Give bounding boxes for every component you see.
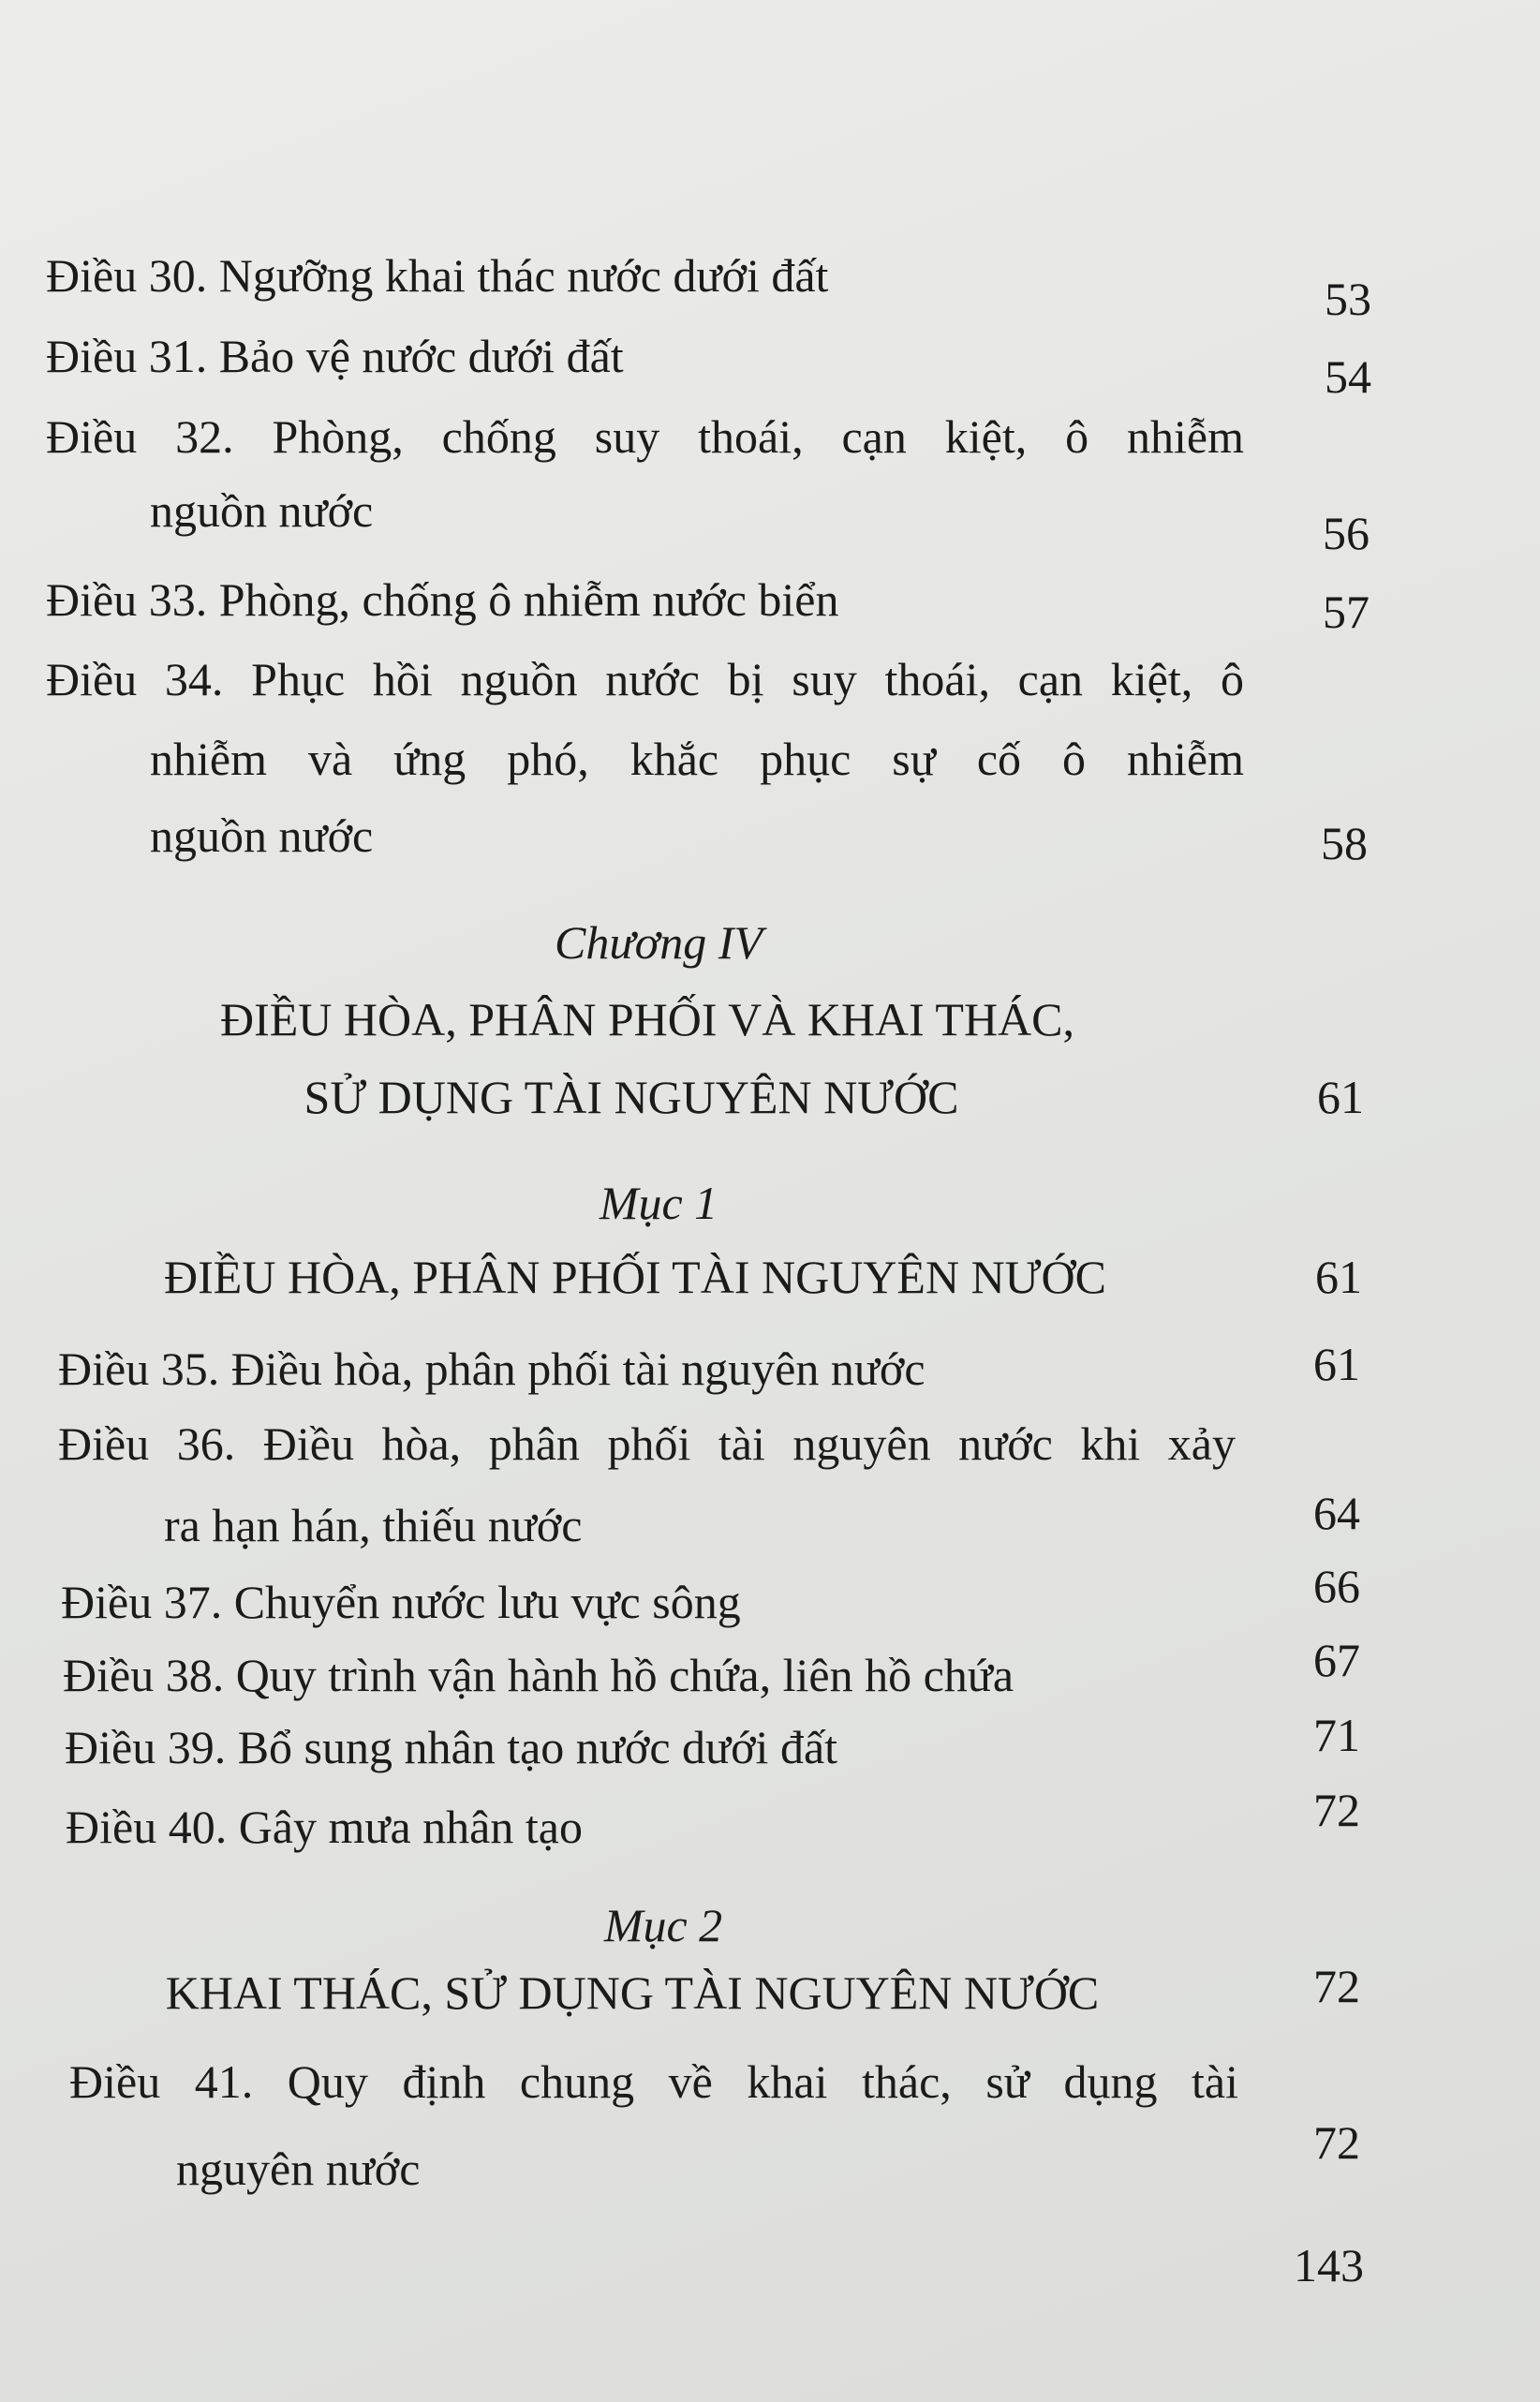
entry-title: Điều 30. Ngưỡng khai thác nước dưới đất [46,249,829,302]
entry-page: 54 [1325,350,1371,403]
entry-page: 71 [1313,1709,1360,1761]
chapter-title-cont: SỬ DỤNG TÀI NGUYÊN NƯỚC [304,1071,959,1123]
section-page: 72 [1313,1960,1360,2012]
entry-page: 72 [1313,2116,1360,2169]
entry-title-cont: nguồn nước [150,484,374,537]
entry-page: 67 [1313,1634,1360,1686]
entry-title: Điều 37. Chuyển nước lưu vực sông [61,1576,741,1628]
entry-title: Điều 40. Gây mưa nhân tạo [66,1801,583,1853]
entry-page: 56 [1323,507,1370,559]
entry-title: Điều 32. Phòng, chống suy thoái, cạn kiệt, ô nhiễm [46,410,1244,463]
section-page: 61 [1315,1251,1362,1303]
entry-title: Điều 41. Quy định chung về khai thác, sử dụng tài [69,2055,1238,2108]
entry-page: 66 [1313,1560,1360,1612]
entry-page: 72 [1313,1784,1360,1836]
entry-title: Điều 39. Bổ sung nhân tạo nước dưới đất [65,1721,838,1773]
section-label: Mục 1 [599,1177,718,1229]
entry-page: 53 [1325,273,1371,325]
entry-page: 61 [1313,1338,1360,1390]
page-number: 143 [1294,2239,1364,2291]
entry-title: Điều 33. Phòng, chống ô nhiễm nước biển [46,573,839,626]
entry-page: 57 [1323,586,1370,638]
chapter-title: ĐIỀU HÒA, PHÂN PHỐI VÀ KHAI THÁC, [219,993,1075,1045]
section-title: ĐIỀU HÒA, PHÂN PHỐI TÀI NGUYÊN NƯỚC [164,1251,1106,1303]
section-label: Mục 2 [603,1899,723,1951]
chapter-label: Chương IV [555,916,763,969]
entry-title-cont: nguồn nước [150,809,374,862]
entry-title: Điều 34. Phục hồi nguồn nước bị suy thoái, cạn kiệt, ô [46,653,1244,705]
entry-page: 64 [1313,1487,1360,1539]
chapter-page: 61 [1317,1071,1364,1123]
entry-title: Điều 35. Điều hòa, phân phối tài nguyên nước [58,1342,925,1395]
entry-title: Điều 31. Bảo vệ nước dưới đất [46,330,624,382]
section-title: KHAI THÁC, SỬ DỤNG TÀI NGUYÊN NƯỚC [165,1966,1100,2019]
entry-title-cont: nguyên nước [176,2143,421,2195]
entry-title-cont: ra hạn hán, thiếu nước [164,1499,583,1551]
entry-page: 58 [1321,817,1368,869]
entry-title: Điều 38. Quy trình vận hành hồ chứa, liên hồ chứa [63,1649,1014,1701]
entry-title-cont: nhiễm và ứng phó, khắc phục sự cố ô nhiễm [150,733,1244,785]
entry-title: Điều 36. Điều hòa, phân phối tài nguyên nước khi xảy [58,1417,1236,1470]
